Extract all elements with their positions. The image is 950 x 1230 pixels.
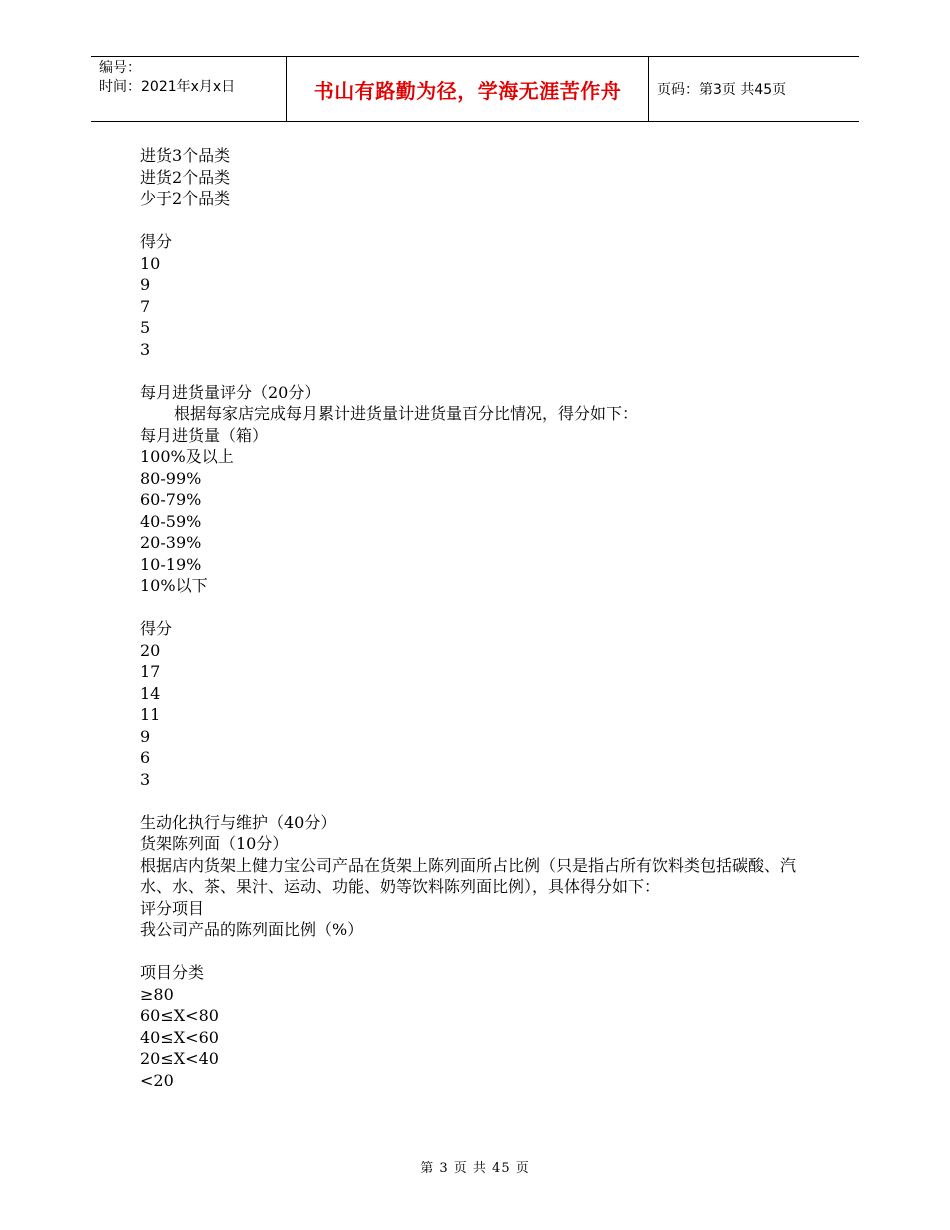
score-heading: 得分 [140,232,173,251]
score-value: 3 [140,339,151,359]
shelf-description: 根据店内货架上健力宝公司产品在货架上陈列面所占比例（只是指占所有饮料类包括碳酸、汽水、水、茶、果汁、运动、功能、奶等饮料陈列面比例），具体得分如下： [140,855,797,896]
eval-item-label: 评分项目 [140,898,205,918]
score-value: 7 [140,296,151,316]
range-value: 10-19% [140,554,202,574]
category-line: 进货2个品类 [140,167,231,187]
score-value: 9 [140,726,151,746]
ratio-range: <20 [140,1070,174,1090]
score-value: 17 [140,662,161,681]
ratio-range: 20≤X<40 [140,1049,219,1068]
score-value: 14 [140,683,161,703]
category-line: 少于2个品类 [140,189,231,208]
header-meta [91,57,287,121]
subsection-heading: 货架陈列面（10分） [140,834,289,853]
range-value: 10%以下 [140,576,208,595]
page-header [91,56,859,122]
section-heading: 生动化执行与维护（40分） [140,812,337,832]
section-heading: 每月进货量评分（20分） [140,382,321,402]
score-value: 20 [140,640,161,660]
range-value: 20-39% [140,533,202,552]
range-value: 40-59% [140,511,202,531]
serial-label: 编号： [99,60,141,76]
header-page-label: 页码：第3页 共45页 [657,82,787,98]
header-motto: 书山有路勤为径，学海无涯苦作舟 [287,57,649,121]
range-value: 60-79% [140,490,202,509]
category-line: 进货3个品类 [140,146,231,165]
score-value: 5 [140,318,151,337]
score-value: 6 [140,748,151,767]
score-value: 3 [140,769,151,789]
ratio-label: 我公司产品的陈列面比例（%） [140,920,364,939]
page-footer: 第 3 页 共 45 页 [420,1161,530,1176]
ratio-range: 40≤X<60 [140,1027,219,1047]
range-value: 80-99% [140,468,202,488]
intro-paragraph: 根据每家店完成每月累计进货量计进货量百分比情况，得分如下： [174,404,639,423]
time-label: 时间：2021年x月x日 [99,79,236,95]
ratio-range: ≥80 [140,984,174,1004]
score-value: 9 [140,275,151,294]
range-value: 100%及以上 [140,447,234,466]
ratio-range: 60≤X<80 [140,1006,219,1025]
score-heading: 得分 [140,619,173,638]
item-class-heading: 项目分类 [140,963,205,982]
score-value: 11 [140,705,161,724]
score-value: 10 [140,253,161,273]
column-heading: 每月进货量（箱） [140,425,269,445]
document-body [140,145,820,1091]
